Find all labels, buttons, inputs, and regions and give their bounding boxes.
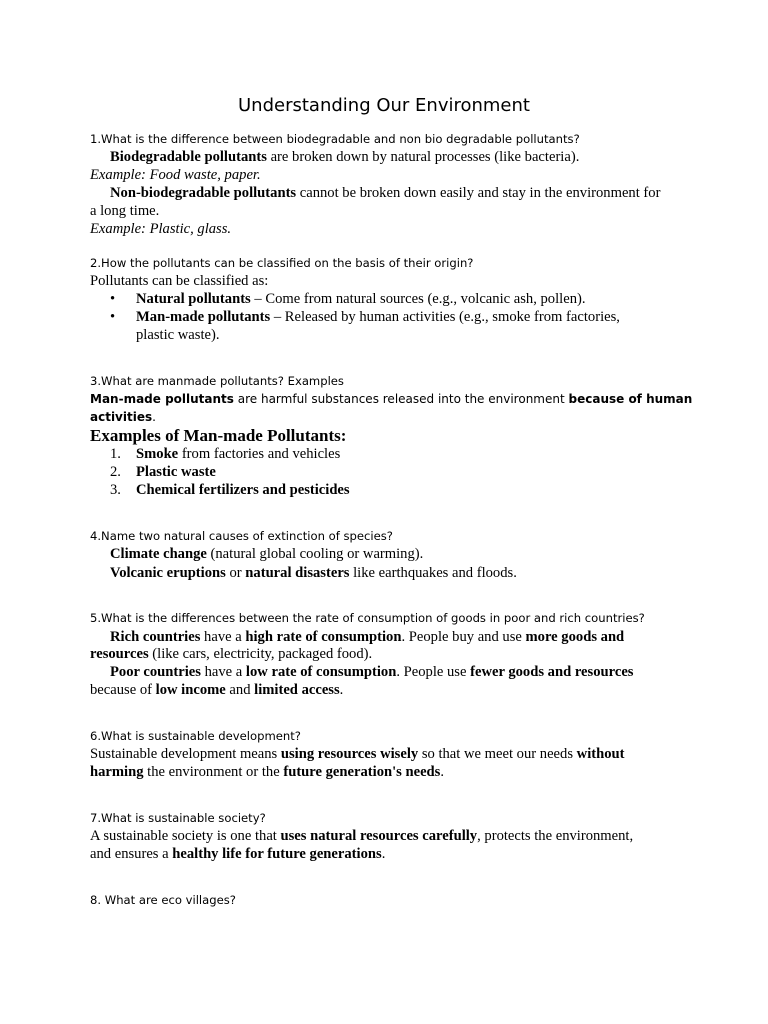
q2-intro: Pollutants can be classified as: [90, 273, 269, 289]
q1-example-2: Example: Plastic, glass. [90, 221, 232, 237]
q1-example-1: Example: Food waste, paper. [90, 167, 261, 183]
q1-answer-line-1: Biodegradable pollutants are broken down by natural processes (like bacteria). [110, 149, 580, 165]
q5-answer-line-1: Rich countries have a high rate of consumption. People buy and use more goods and [110, 629, 625, 645]
q1-answer-line-3: a long time. [90, 203, 160, 219]
question-8: 8. What are eco villages? [90, 893, 236, 907]
question-6: 6.What is sustainable development? [90, 729, 301, 743]
bullet-icon: • [110, 291, 116, 307]
q4-answer-line-1: Climate change (natural global cooling or warming). [110, 546, 424, 562]
question-5: 5.What is the differences between the rate of consumption of goods in poor and rich countries? [90, 611, 645, 625]
q5-answer-line-4: because of low income and limited access. [90, 682, 344, 698]
q3-answer-line-1: Man-made pollutants are harmful substances released into the environment because of human [90, 392, 693, 406]
q7-answer-line-2: and ensures a healthy life for future generations. [90, 846, 386, 862]
q3-answer-line-2: activities. [90, 410, 156, 424]
q7-answer-line-1: A sustainable society is one that uses natural resources carefully, protects the environment, [90, 828, 634, 844]
question-2: 2.How the pollutants can be classified on the basis of their origin? [90, 256, 474, 270]
q3-examples-heading: Examples of Man-made Pollutants: [90, 426, 347, 445]
q3-numbered-item: 1. Smoke from factories and vehicles [110, 446, 341, 462]
q5-answer-line-2: resources (like cars, electricity, packaged food). [90, 646, 373, 662]
question-3: 3.What are manmade pollutants? Examples [90, 374, 344, 388]
page-title: Understanding Our Environment [238, 95, 530, 116]
q3-numbered-item: 3. Chemical fertilizers and pesticides [110, 482, 350, 498]
question-7: 7.What is sustainable society? [90, 811, 266, 825]
question-1: 1.What is the difference between biodegradable and non bio degradable pollutants? [90, 132, 580, 146]
bullet-icon: • [110, 309, 116, 325]
q1-answer-line-2: Non-biodegradable pollutants cannot be broken down easily and stay in the environment for [110, 185, 661, 201]
q2-bullet-item: • Man-made pollutants – Released by human activities (e.g., smoke from factories, plastic waste). [110, 309, 620, 343]
q5-answer-line-3: Poor countries have a low rate of consumption. People use fewer goods and resources [110, 664, 634, 680]
q6-answer-line-1: Sustainable development means using resources wisely so that we meet our needs without [90, 746, 625, 762]
q4-answer-line-2: Volcanic eruptions or natural disasters like earthquakes and floods. [110, 565, 517, 581]
q2-bullet-item: • Natural pollutants – Come from natural sources (e.g., volcanic ash, pollen). [110, 291, 586, 307]
question-4: 4.Name two natural causes of extinction of species? [90, 529, 393, 543]
q3-numbered-item: 2. Plastic waste [110, 464, 216, 480]
q6-answer-line-2: harming the environment or the future generation's needs. [90, 764, 445, 780]
